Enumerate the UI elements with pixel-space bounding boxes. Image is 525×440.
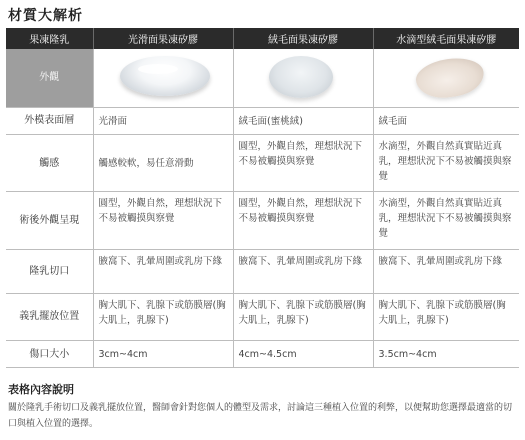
- table-cell: 腋窩下、乳暈周圍或乳房下緣: [373, 250, 519, 293]
- comparison-table: [6, 28, 519, 368]
- table-cell: 腋窩下、乳暈周圍或乳房下緣: [93, 250, 233, 293]
- image-cell: [373, 49, 519, 107]
- header-teardrop: 水滴型絨毛面果凍矽膠: [373, 28, 519, 49]
- table-row: [6, 293, 519, 340]
- textured-implant-image: [269, 56, 333, 98]
- row-label: 外觀: [6, 49, 93, 107]
- teardrop-implant-image: [413, 54, 486, 101]
- table-row: [6, 107, 519, 134]
- table-cell: 圓型，外觀自然，理想狀況下不易被觸摸與察覺: [233, 134, 373, 192]
- header-textured: 絨毛面果凍矽膠: [233, 28, 373, 49]
- table-cell: 水滴型，外觀自然真實貼近真乳，理想狀況下不易被觸摸與察覺: [373, 134, 519, 192]
- table-cell: 3.5cm~4cm: [373, 341, 519, 368]
- table-row: [6, 134, 519, 192]
- smooth-implant-image: [120, 56, 210, 96]
- row-label: 外模表面層: [6, 107, 93, 134]
- row-label: 義乳擺放位置: [6, 293, 93, 340]
- page-title: 材質大解析: [8, 8, 83, 24]
- table-cell: 胸大肌下、乳腺下或筋膜層(胸大肌上，乳腺下): [373, 293, 519, 340]
- table-row: [6, 341, 519, 368]
- table-cell: 3cm~4cm: [93, 341, 233, 368]
- table-cell: 4cm~4.5cm: [233, 341, 373, 368]
- table-cell: 觸感較軟，易任意滑動: [93, 134, 233, 192]
- table-cell: 絨毛面: [373, 107, 519, 134]
- appearance-row: [6, 49, 519, 107]
- table-cell: 胸大肌下、乳腺下或筋膜層(胸大肌上，乳腺下): [93, 293, 233, 340]
- notes-body: 關於隆乳手術切口及義乳擺放位置，醫師會針對您個人的體型及需求，討論這三種植入位置的利弊，以便幫助您選擇最適當的切口與植入位置的選擇。: [8, 403, 513, 429]
- table-cell: 水滴型，外觀自然真實貼近真乳，理想狀況下不易被觸摸與察覺: [373, 192, 519, 250]
- image-cell: [233, 49, 373, 107]
- table-cell: 腋窩下、乳暈周圍或乳房下緣: [233, 250, 373, 293]
- table-cell: 圓型，外觀自然，理想狀況下不易被觸摸與察覺: [233, 192, 373, 250]
- image-cell: [93, 49, 233, 107]
- notes-heading: 表格內容說明: [8, 383, 74, 396]
- row-label: 觸感: [6, 134, 93, 192]
- header-smooth: 光滑面果凍矽膠: [93, 28, 233, 49]
- table-row: [6, 192, 519, 250]
- table-cell: 光滑面: [93, 107, 233, 134]
- table-row: [6, 250, 519, 293]
- table-cell: 胸大肌下、乳腺下或筋膜層(胸大肌上，乳腺下): [233, 293, 373, 340]
- row-label: 隆乳切口: [6, 250, 93, 293]
- row-label: 傷口大小: [6, 341, 93, 368]
- table-header-row: [6, 28, 519, 49]
- table-cell: 圓型，外觀自然，理想狀況下不易被觸摸與察覺: [93, 192, 233, 250]
- row-label: 術後外觀呈現: [6, 192, 93, 250]
- table-cell: 絨毛面(蜜桃絨): [233, 107, 373, 134]
- header-category: 果凍隆乳: [6, 28, 93, 49]
